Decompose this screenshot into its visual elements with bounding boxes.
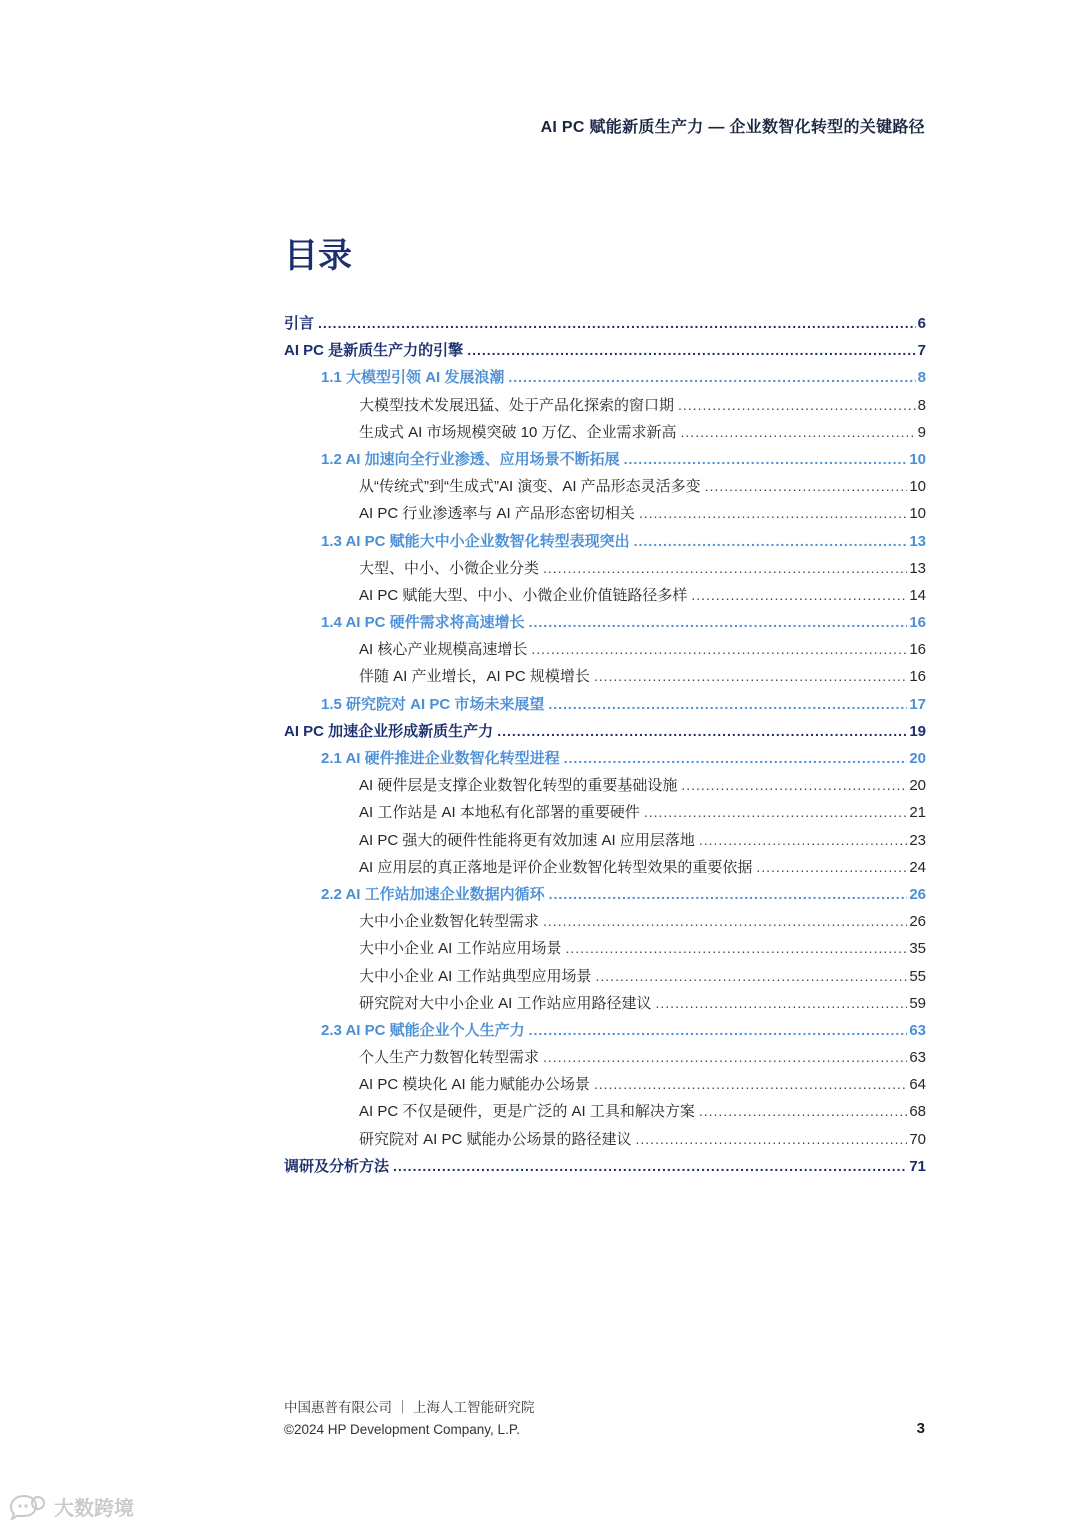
toc-entry[interactable] xyxy=(284,446,926,473)
toc-entry[interactable] xyxy=(284,609,926,636)
toc-entry-page: 10 xyxy=(909,450,926,468)
toc-entry-label: 大型、中小、小微企业分类 xyxy=(359,559,540,577)
toc-dot-leader xyxy=(639,500,907,527)
toc-entry-label: 调研及分析方法 xyxy=(284,1157,390,1175)
toc-entry-label: AI PC 模块化 AI 能力赋能办公场景 xyxy=(359,1076,590,1094)
toc-entry[interactable] xyxy=(284,1126,926,1153)
toc-entry-label: 生成式 AI 市场规模突破 10 万亿、企业需求新高 xyxy=(359,423,677,441)
toc-entry[interactable] xyxy=(284,364,926,391)
toc-dot-leader xyxy=(543,555,907,582)
toc-entry-page: 26 xyxy=(909,913,926,931)
running-header: AI PC 赋能新质生产力 — 企业数智化转型的关键路径 xyxy=(540,119,925,136)
toc-dot-leader xyxy=(497,718,907,745)
toc-dot-leader xyxy=(531,636,907,663)
toc-entry-page: 20 xyxy=(909,777,926,795)
toc-entry[interactable] xyxy=(284,528,926,555)
toc-entry[interactable] xyxy=(284,718,926,745)
toc-entry-page: 16 xyxy=(909,641,926,659)
toc-entry[interactable] xyxy=(284,1153,926,1180)
toc-entry-page: 13 xyxy=(909,559,926,577)
toc-entry-page: 20 xyxy=(909,750,926,767)
toc-entry-label: 研究院对 AI PC 赋能办公场景的路径建议 xyxy=(359,1130,632,1148)
toc-entry[interactable] xyxy=(284,963,926,990)
toc-dot-leader xyxy=(634,528,908,555)
toc-entry-label: AI 核心产业规模高速增长 xyxy=(359,641,528,659)
footer-copyright: ©2024 HP Development Company, L.P. xyxy=(284,1422,520,1437)
toc-dot-leader xyxy=(529,609,908,636)
toc-entry-page: 55 xyxy=(909,967,926,985)
toc-entry[interactable] xyxy=(284,1017,926,1044)
toc-entry-label: 大中小企业 AI 工作站应用场景 xyxy=(359,940,562,958)
toc-dot-leader xyxy=(508,364,915,391)
toc-dot-leader xyxy=(691,582,907,609)
toc-entry-label: 大中小企业 AI 工作站典型应用场景 xyxy=(359,967,592,985)
toc-entry[interactable] xyxy=(284,772,926,799)
toc-entry-page: 26 xyxy=(909,885,926,903)
toc-entry[interactable] xyxy=(284,827,926,854)
toc-dot-leader xyxy=(594,1071,907,1098)
toc-entry-page: 68 xyxy=(909,1103,926,1121)
toc-entry-label: 2.1 AI 硬件推进企业数智化转型进程 xyxy=(321,750,560,767)
toc-entry-page: 17 xyxy=(909,695,926,713)
toc-dot-leader xyxy=(543,908,907,935)
toc-entry-label: AI PC 加速企业形成新质生产力 xyxy=(284,722,494,740)
toc-entry[interactable] xyxy=(284,908,926,935)
toc-entry[interactable] xyxy=(284,337,926,364)
toc-entry[interactable] xyxy=(284,419,926,446)
toc-entry-label: 1.2 AI 加速向全行业渗透、应用场景不断拓展 xyxy=(321,450,620,468)
toc-entry[interactable] xyxy=(284,881,926,908)
toc-entry[interactable] xyxy=(284,582,926,609)
chat-bubble-logo-icon xyxy=(8,1494,48,1520)
toc-dot-leader xyxy=(699,1098,907,1125)
toc-entry-label: 个人生产力数智化转型需求 xyxy=(359,1049,540,1067)
toc-entry[interactable] xyxy=(284,691,926,718)
table-of-contents xyxy=(284,310,926,1180)
toc-entry[interactable] xyxy=(284,1044,926,1071)
toc-entry-page: 70 xyxy=(909,1130,926,1148)
toc-dot-leader xyxy=(678,392,916,419)
toc-entry[interactable] xyxy=(284,1071,926,1098)
toc-entry-label: AI PC 强大的硬件性能将更有效加速 AI 应用层落地 xyxy=(359,831,695,849)
toc-dot-leader xyxy=(705,473,908,500)
toc-dot-leader xyxy=(543,1044,907,1071)
toc-entry-label: 伴随 AI 产业增长，AI PC 规模增长 xyxy=(359,668,590,686)
toc-entry-page: 35 xyxy=(909,940,926,958)
toc-entry[interactable] xyxy=(284,799,926,826)
toc-entry[interactable] xyxy=(284,854,926,881)
toc-entry-page: 10 xyxy=(909,505,926,523)
toc-entry[interactable] xyxy=(284,473,926,500)
toc-entry-label: 研究院对大中小企业 AI 工作站应用路径建议 xyxy=(359,994,652,1012)
toc-entry-page: 16 xyxy=(909,668,926,686)
toc-dot-leader xyxy=(318,310,916,337)
toc-entry-page: 24 xyxy=(909,858,926,876)
toc-entry-label: AI 应用层的真正落地是评价企业数智化转型效果的重要依据 xyxy=(359,858,753,876)
footer xyxy=(284,1397,535,1441)
toc-entry-page: 8 xyxy=(917,369,926,387)
toc-dot-leader xyxy=(529,1017,908,1044)
page-number: 3 xyxy=(916,1420,925,1437)
toc-entry-label: 1.3 AI PC 赋能大中小企业数智化转型表现突出 xyxy=(321,532,630,550)
toc-dot-leader xyxy=(681,419,916,446)
toc-entry-page: 14 xyxy=(909,586,926,604)
toc-entry-page: 71 xyxy=(909,1157,926,1175)
toc-entry[interactable] xyxy=(284,310,926,337)
toc-entry-page: 23 xyxy=(909,831,926,849)
toc-entry-label: 2.2 AI 工作站加速企业数据内循环 xyxy=(321,885,545,903)
toc-dot-leader xyxy=(624,446,908,473)
toc-entry-label: AI PC 赋能大型、中小、小微企业价值链路径多样 xyxy=(359,586,688,604)
toc-entry-page: 6 xyxy=(917,315,926,332)
toc-dot-leader xyxy=(596,963,908,990)
footer-publishers: 中国惠普有限公司 ｜ 上海人工智能研究院 xyxy=(284,1400,535,1415)
toc-entry-page: 19 xyxy=(909,722,926,740)
toc-dot-leader xyxy=(467,337,915,364)
toc-dot-leader xyxy=(756,854,907,881)
toc-entry[interactable] xyxy=(284,500,926,527)
toc-dot-leader xyxy=(636,1126,908,1153)
page-title: 目录 xyxy=(284,237,352,275)
toc-entry-label: AI 工作站是 AI 本地私有化部署的重要硬件 xyxy=(359,804,640,822)
toc-entry-label: AI PC 是新质生产力的引擎 xyxy=(284,342,464,360)
watermark-text: 大数跨境 xyxy=(54,1498,134,1520)
toc-dot-leader xyxy=(548,691,907,718)
toc-entry-label: 1.1 大模型引领 AI 发展浪潮 xyxy=(321,369,505,387)
toc-dot-leader xyxy=(681,772,907,799)
toc-entry-page: 64 xyxy=(909,1076,926,1094)
toc-entry-page: 16 xyxy=(909,614,926,632)
toc-dot-leader xyxy=(566,935,908,962)
toc-dot-leader xyxy=(594,663,907,690)
toc-entry-label: 引言 xyxy=(284,315,315,332)
toc-dot-leader xyxy=(393,1153,907,1180)
toc-dot-leader xyxy=(656,990,908,1017)
toc-entry-label: 2.3 AI PC 赋能企业个人生产力 xyxy=(321,1021,525,1039)
toc-entry-page: 63 xyxy=(909,1021,926,1039)
toc-entry-page: 13 xyxy=(909,532,926,550)
toc-entry[interactable] xyxy=(284,555,926,582)
toc-entry-label: AI PC 不仅是硬件，更是广泛的 AI 工具和解决方案 xyxy=(359,1103,695,1121)
toc-dot-leader xyxy=(564,745,908,772)
toc-entry-page: 9 xyxy=(917,423,926,441)
toc-entry[interactable] xyxy=(284,636,926,663)
toc-entry-page: 7 xyxy=(917,342,926,360)
toc-entry-label: 1.4 AI PC 硬件需求将高速增长 xyxy=(321,614,525,632)
toc-entry-label: 大模型技术发展迅猛、处于产品化探索的窗口期 xyxy=(359,396,675,414)
toc-entry-page: 21 xyxy=(909,804,926,822)
toc-entry[interactable] xyxy=(284,990,926,1017)
toc-dot-leader xyxy=(549,881,908,908)
watermark xyxy=(8,1492,134,1521)
toc-entry-page: 10 xyxy=(909,478,926,496)
toc-entry[interactable] xyxy=(284,1098,926,1125)
toc-entry-label: AI 硬件层是支撑企业数智化转型的重要基础设施 xyxy=(359,777,678,795)
toc-entry-label: 1.5 研究院对 AI PC 市场未来展望 xyxy=(321,695,545,713)
toc-dot-leader xyxy=(699,827,907,854)
toc-entry[interactable] xyxy=(284,663,926,690)
toc-entry[interactable] xyxy=(284,392,926,419)
toc-entry-page: 8 xyxy=(917,396,926,414)
toc-entry-label: 从“传统式”到“生成式”AI 演变、AI 产品形态灵活多变 xyxy=(359,478,701,496)
toc-entry[interactable] xyxy=(284,745,926,772)
toc-entry-page: 63 xyxy=(909,1049,926,1067)
toc-entry-page: 59 xyxy=(909,994,926,1012)
toc-entry-label: AI PC 行业渗透率与 AI 产品形态密切相关 xyxy=(359,505,635,523)
toc-dot-leader xyxy=(644,799,907,826)
toc-entry-label: 大中小企业数智化转型需求 xyxy=(359,913,540,931)
toc-entry[interactable] xyxy=(284,935,926,962)
